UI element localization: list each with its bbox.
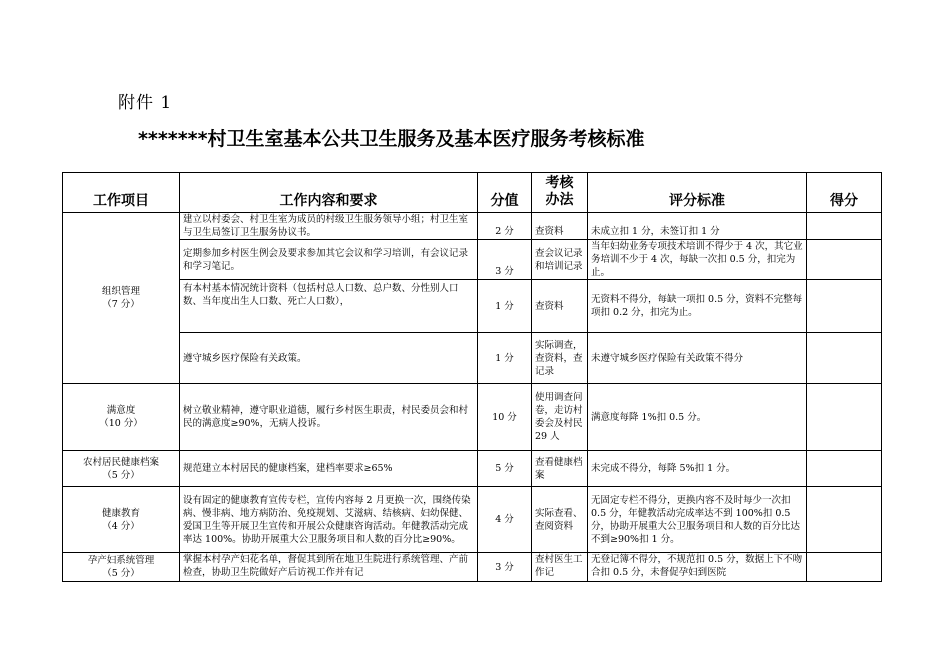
group-health-records (63, 451, 180, 487)
row-content: 设有固定的健康教育宣传专栏，宣传内容每 2 月更换一次，围绕传染病、慢非病、地方病防治、免疫规划、艾滋病、结核病、妇幼保健、爱国卫生等开展卫生宣传和开展公众健康咨询活动。年健教活动完成率达 100%。协助开展重大公卫服务项目和人数的百分比≥90%。 (180, 487, 478, 553)
row-result (807, 280, 882, 333)
row-score: 4 分 (478, 487, 532, 553)
table-row (63, 280, 882, 333)
row-score: 10 分 (478, 384, 532, 451)
row-method: 查看健康档案 (532, 451, 588, 487)
table-row (63, 333, 882, 384)
row-content: 掌握本村孕产妇花名单，督促其到所在地卫生院进行系统管理、产前检查，协助卫生院做好产后访视工作并有记 (180, 553, 478, 582)
row-result (807, 240, 882, 280)
group-points: （5 分） (102, 469, 140, 481)
group-points: （4 分） (102, 520, 140, 532)
row-score: 3 分 (478, 553, 532, 582)
row-method: 实际查看、查阅资料 (532, 487, 588, 553)
header-method (532, 173, 588, 213)
row-content: 遵守城乡医疗保险有关政策。 (180, 333, 478, 384)
row-standard: 满意度每降 1%扣 0.5 分。 (588, 384, 807, 451)
group-maternal (63, 553, 180, 582)
table-row (63, 240, 882, 280)
row-content: 定期参加乡村医生例会及要求参加其它会议和学习培训，有会议记录和学习笔记。 (180, 240, 478, 280)
row-method: 实际调查，查资料，查记录 (532, 333, 588, 384)
row-score: 2 分 (478, 213, 532, 240)
row-method: 查资料 (532, 280, 588, 333)
attachment-label: 附件 1 (118, 93, 173, 113)
row-standard: 未成立扣 1 分，未签订扣 1 分 (588, 213, 807, 240)
group-org (63, 213, 180, 384)
header-standard: 评分标准 (588, 173, 807, 213)
group-name: 组织管理 (101, 286, 140, 297)
table-row (63, 213, 882, 240)
row-result (807, 487, 882, 553)
group-points: （7 分） (102, 299, 140, 310)
row-score: 5 分 (478, 451, 532, 487)
table-row (63, 553, 882, 582)
row-score: 1 分 (478, 333, 532, 384)
row-standard: 无资料不得分，每缺一项扣 0.5 分，资料不完整每项扣 0.2 分，扣完为止。 (588, 280, 807, 333)
row-content: 规范建立本村居民的健康档案，建档率要求≥65% (180, 451, 478, 487)
row-method: 查村医生工作记 (532, 553, 588, 582)
group-name: 健康教育 (101, 507, 140, 519)
row-result (807, 451, 882, 487)
row-method: 查资料 (532, 213, 588, 240)
row-standard: 未遵守城乡医疗保险有关政策不得分 (588, 333, 807, 384)
header-method-text: 考核 办法 (545, 174, 574, 208)
row-standard: 未完成不得分，每降 5%扣 1 分。 (588, 451, 807, 487)
header-score: 分值 (478, 173, 532, 213)
group-satisfaction (63, 384, 180, 451)
row-result (807, 553, 882, 582)
table-header-row (63, 173, 882, 213)
group-points: （5 分） (102, 568, 140, 579)
row-score: 3 分 (478, 240, 532, 280)
row-score: 1 分 (478, 280, 532, 333)
group-points: （10 分） (99, 418, 143, 429)
table-row (63, 384, 882, 451)
row-result (807, 213, 882, 240)
table-row (63, 487, 882, 553)
group-name: 满意度 (106, 405, 136, 416)
row-standard: 当年妇幼业务专项技术培训不得少于 4 次，其它业务培训不少于 4 次，每缺一次扣 0.5 分，扣完为止。 (588, 240, 807, 280)
row-standard: 无登记簿不得分，不规范扣 0.5 分，数据上下不吻合扣 0.5 分，未督促孕妇到医院 (588, 553, 807, 582)
row-result (807, 384, 882, 451)
row-content: 树立敬业精神，遵守职业道德，履行乡村医生职责，村民委员会和村民的满意度≥90%，无病人投诉。 (180, 384, 478, 451)
row-content: 建立以村委会、村卫生室为成员的村级卫生服务领导小组；村卫生室与卫生局签订卫生服务协议书。 (180, 213, 478, 240)
group-name: 农村居民健康档案 (82, 456, 159, 468)
header-item: 工作项目 (63, 173, 180, 213)
group-health-edu (63, 487, 180, 553)
group-name: 孕产妇系统管理 (87, 555, 155, 566)
header-result: 得分 (807, 173, 882, 213)
row-result (807, 333, 882, 384)
row-content: 有本村基本情况统计资料（包括村总人口数、总户数、分性别人口数、当年度出生人口数、死亡人口数）， (180, 280, 478, 333)
row-standard: 无固定专栏不得分，更换内容不及时每少一次扣 0.5 分，年健教活动完成率达不到 100%扣 0.5 分，协助开展重大公卫服务项目和人数的百分比达不到≥90%扣 1 分。 (588, 487, 807, 553)
header-content: 工作内容和要求 (180, 173, 478, 213)
page-title: *******村卫生室基本公共卫生服务及基本医疗服务考核标准 (138, 128, 645, 150)
table-row (63, 451, 882, 487)
row-method: 查会议记录和培训记录 (532, 240, 588, 280)
row-method: 使用调查问卷，走访村委会及村民 29 人 (532, 384, 588, 451)
assessment-table (62, 172, 882, 582)
